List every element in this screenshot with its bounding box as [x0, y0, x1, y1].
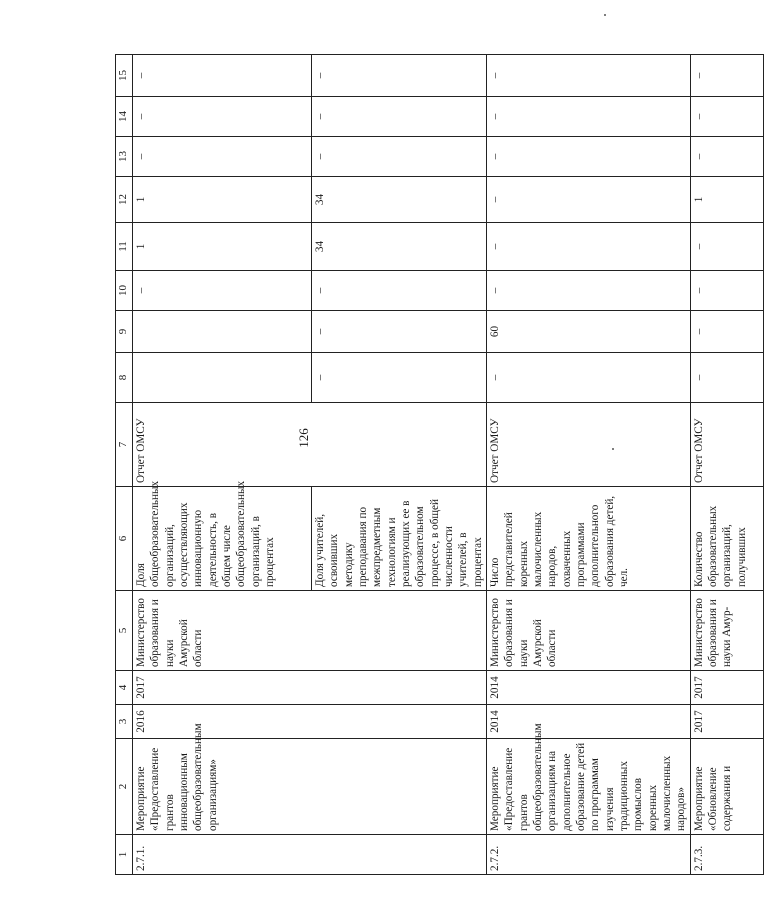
header-cell: 2: [116, 739, 133, 835]
header-cell: 11: [116, 223, 133, 271]
row-number: 2.7.1.: [133, 835, 487, 875]
value-cell: –: [312, 97, 487, 137]
start-year: 2014: [486, 705, 690, 739]
value-cell: –: [312, 353, 487, 403]
value-cell: –: [486, 223, 690, 271]
measure-name: Мероприятие «Обновление содержания и: [690, 739, 763, 835]
value-cell: –: [486, 55, 690, 97]
data-source: Отчет ОМСУ: [486, 403, 690, 487]
value-cell: –: [312, 271, 487, 311]
data-source: Отчет ОМСУ: [133, 403, 487, 487]
value-cell: –: [312, 137, 487, 177]
start-year: 2017: [690, 705, 763, 739]
value-cell: [133, 311, 312, 353]
value-cell: –: [486, 271, 690, 311]
value-cell: –: [690, 353, 763, 403]
row-number: 2.7.2.: [486, 835, 690, 875]
value-cell: –: [133, 97, 312, 137]
table-row: [133, 55, 312, 875]
indicator: Число представителей коренных малочисленных народов, охваченных программами дополнительного образования детей, чел.: [486, 487, 690, 591]
header-cell: 14: [116, 97, 133, 137]
table-region: [115, 55, 748, 875]
executor: Министерство образования и науки Амур-: [690, 591, 763, 671]
value-cell: –: [133, 137, 312, 177]
indicator: Количество образовательных организаций, получивших: [690, 487, 763, 591]
header-cell: 13: [116, 137, 133, 177]
value-cell: 1: [133, 177, 312, 223]
program-measures-table: [115, 54, 764, 875]
indicator: Доля общеобразовательных организаций, осуществляющих инновационную деятельность, в общем числе общеобразовательных организаций, в процентах: [133, 487, 312, 591]
header-cell: 6: [116, 487, 133, 591]
end-year: 2017: [690, 671, 763, 705]
value-cell: –: [133, 55, 312, 97]
value-cell: 1: [690, 177, 763, 223]
header-cell: 15: [116, 55, 133, 97]
value-cell: –: [486, 177, 690, 223]
scan-speck: [604, 14, 606, 16]
value-cell: –: [486, 137, 690, 177]
header-cell: 10: [116, 271, 133, 311]
header-cell: 9: [116, 311, 133, 353]
value-cell: –: [690, 137, 763, 177]
header-cell: 3: [116, 705, 133, 739]
data-source: Отчет ОМСУ: [690, 403, 763, 487]
value-cell: –: [486, 353, 690, 403]
value-cell: 60: [486, 311, 690, 353]
value-cell: –: [690, 311, 763, 353]
header-cell: 5: [116, 591, 133, 671]
executor: Министерство образования и науки Амурской области: [486, 591, 690, 671]
end-year: 2014: [486, 671, 690, 705]
header-cell: 1: [116, 835, 133, 875]
value-cell: –: [690, 223, 763, 271]
value-cell: 1: [133, 223, 312, 271]
table-row: [690, 55, 763, 875]
value-cell: 34: [312, 177, 487, 223]
header-row: [116, 55, 133, 875]
table-row: [486, 55, 690, 875]
rotated-table: [115, 55, 748, 875]
indicator: Доля учителей, освоивших методику преподавания по межпредметным технологиям и реализующих ее в образовательном процессе, в общей численности учителей, в процентах: [312, 487, 487, 591]
value-cell: 34: [312, 223, 487, 271]
value-cell: –: [690, 271, 763, 311]
value-cell: [133, 353, 312, 403]
value-cell: –: [486, 97, 690, 137]
executor: Министерство образования и науки Амурской области: [133, 591, 487, 671]
measure-name: Мероприятие «Предоставление грантов общеобразовательным организациям на дополнительное образование детей по программам изучения традиционных промыслов коренных малочисленных народов»: [486, 739, 690, 835]
value-cell: –: [133, 271, 312, 311]
value-cell: –: [312, 311, 487, 353]
value-cell: –: [690, 97, 763, 137]
value-cell: –: [312, 55, 487, 97]
end-year: 2017: [133, 671, 487, 705]
row-number: 2.7.3.: [690, 835, 763, 875]
header-cell: 4: [116, 671, 133, 705]
start-year: 2016: [133, 705, 487, 739]
header-cell: 8: [116, 353, 133, 403]
page-number: 126: [295, 428, 311, 448]
value-cell: –: [690, 55, 763, 97]
header-cell: 7: [116, 403, 133, 487]
measure-name: Мероприятие «Предоставление грантов инновационным общеобразовательным организациям»: [133, 739, 487, 835]
header-cell: 12: [116, 177, 133, 223]
